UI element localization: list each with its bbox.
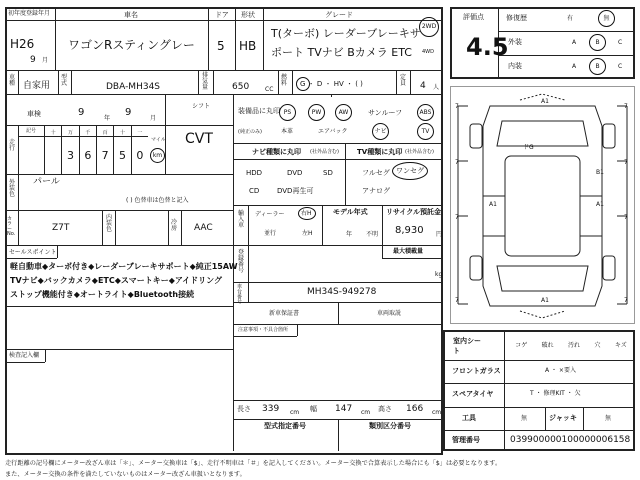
diagram-side-mark-2: 7 xyxy=(455,159,459,166)
navi-circle: ナビ xyxy=(372,123,389,140)
tools-value: 無 xyxy=(521,415,528,422)
usage-value: 自家用 xyxy=(23,81,51,91)
inspection-label: 車検 xyxy=(27,110,41,118)
km-circle: km xyxy=(150,148,165,163)
exterior-color-value: パール xyxy=(33,177,60,187)
navi-dvd-play: DVD再生可 xyxy=(277,187,314,195)
type-number-label: 型式指定番号 xyxy=(264,422,306,430)
abs-circle: ABS xyxy=(417,104,434,121)
height-value: 166 xyxy=(406,404,424,414)
mileage-digit-cell xyxy=(44,125,61,174)
model-label: 型式 xyxy=(61,74,68,87)
navi-cd: CD xyxy=(249,187,260,195)
management-number-value: 039900000100000006158 xyxy=(510,435,631,445)
interior-grade-label: 内装 xyxy=(508,62,522,70)
import-label: 輸入車 xyxy=(238,210,245,229)
interior-color-label: 内装色 xyxy=(106,214,113,233)
drive-4wd: 4WD xyxy=(422,49,434,55)
mileage-digit-cell xyxy=(79,125,96,174)
color-no-value: Z7T xyxy=(52,223,70,233)
mileage-digit-grid xyxy=(44,125,148,174)
management-number-label: 管理番号 xyxy=(452,436,480,444)
footer-note-2: また、メーター交換の条件を満たしていないものはメーター改ざん車扱いとなります。 xyxy=(5,471,246,478)
exterior-color-label: 外装色 xyxy=(9,179,16,198)
interior-grade-c: C xyxy=(618,63,623,70)
reg-number-label: 登録番号 xyxy=(238,249,245,274)
diagram-side-mark-3: 7 xyxy=(455,214,459,221)
inspector-label: 検査記入欄 xyxy=(9,352,40,359)
width-label: 幅 xyxy=(310,405,317,413)
equipment-sub-label: (純正のみ) xyxy=(238,129,262,135)
diagram-side-mark-4: 7 xyxy=(455,297,459,304)
navi-dvd: DVD xyxy=(287,169,303,177)
inspection-month-unit: 月 xyxy=(150,115,157,122)
model-year-year: 年 xyxy=(346,231,353,238)
recycle-label: リサイクル預託金 xyxy=(386,208,442,216)
seat-condition-items xyxy=(508,340,634,350)
shift-label: シフト xyxy=(192,103,211,110)
capacity-unit: 人 xyxy=(433,84,440,91)
mileage-unit-label: 千 xyxy=(85,130,91,136)
first-reg-year: H26 xyxy=(10,37,35,51)
diagram-marker-left-front: A1 xyxy=(489,201,497,208)
repair-history-no-circle: 無 xyxy=(598,10,615,27)
score-value: 4.5 xyxy=(466,33,509,61)
height-label: 高さ xyxy=(378,405,392,413)
recycle-yen: 円 xyxy=(436,231,443,238)
navi-type-header: ナビ種類に丸印 xyxy=(252,148,301,156)
mileage-unit-label: 万 xyxy=(67,130,73,136)
footer-note-1: 走行距離の記号欄にメーター改ざん車は「＊」、メーター交換車は「$」、走行不明車は「＃」を記入してください。メーター交換で合算表示した場合にも「$」は必要となります。 xyxy=(5,460,502,467)
mileage-digit: 6 xyxy=(84,149,92,162)
tv-circle: TV xyxy=(417,123,434,140)
mileage-record-label: 記号 xyxy=(26,128,37,134)
grade-line-2: ポート TVナビ Bカメラ ETC xyxy=(271,46,412,59)
navi-hdd: HDD xyxy=(246,169,263,177)
diagram-marker-rear: A1 xyxy=(541,297,549,304)
mileage-digit: 0 xyxy=(136,149,144,162)
jack-label: ジャッキ xyxy=(549,414,577,422)
class-number-label: 類別区分番号 xyxy=(369,422,411,430)
seat-condition-item: キズ xyxy=(614,342,627,349)
leather-label: 本革 xyxy=(281,128,294,135)
seat-label: 室内シート xyxy=(453,337,481,355)
mileage-unit-label: 十 xyxy=(50,130,56,136)
cooler-label: 冷房 xyxy=(171,219,178,232)
jack-value: 無 xyxy=(605,415,612,422)
diagram-side-mark-5: 7 xyxy=(624,103,628,110)
sunroof-label: サンルーフ xyxy=(368,109,403,117)
import-parallel: 並行 xyxy=(264,230,277,237)
mileage-digit: 5 xyxy=(118,149,126,162)
tv-type-header-sub: (社外品含む) xyxy=(405,149,434,155)
color-change-note: ( ) 色替車は色替と記入 xyxy=(126,197,189,204)
max-load-label: 最大積載量 xyxy=(393,248,424,255)
tv-oneseg: ワンセグ xyxy=(396,167,424,175)
displacement-label: 排気量 xyxy=(202,72,209,91)
ps-circle: PS xyxy=(279,104,296,121)
length-unit: cm xyxy=(290,409,300,416)
exterior-grade-a: A xyxy=(572,39,577,46)
inspection-month: 9 xyxy=(125,107,132,118)
mileage-label: 走行 xyxy=(9,139,16,152)
sales-point-line-1: 軽自動車◆ターボ付き◆レーダーブレーキサポート◆純正15AW xyxy=(10,262,238,271)
car-name: ワゴンRスティングレー xyxy=(68,38,195,52)
mileage-digit: 7 xyxy=(101,149,109,162)
door-label: ドア xyxy=(215,11,229,19)
equipment-label: 装備品に丸印 xyxy=(238,107,280,115)
chassis-label: 車台番号 xyxy=(237,284,243,305)
inspection-year: 9 xyxy=(78,107,85,118)
diagram-marker-roof: ドG xyxy=(523,144,534,151)
length-value: 339 xyxy=(262,404,280,414)
windshield-value: A ・ ×要入 xyxy=(545,367,576,374)
width-unit: cm xyxy=(361,409,371,416)
diagram-marker-right-rear: A1 xyxy=(596,201,604,208)
import-right-h: 右H xyxy=(301,210,312,217)
color-no-label: カラーNo. xyxy=(7,216,16,237)
drive-2wd-circle: 2WD xyxy=(419,17,439,37)
mileage-unit-label: 十 xyxy=(119,130,125,136)
vehicle-type-label: 車種 xyxy=(9,74,16,87)
mileage-digit-cell xyxy=(131,125,148,174)
width-value: 147 xyxy=(335,404,353,414)
displacement-value: 650 xyxy=(232,82,250,92)
first-reg-label: 初年度登録年月 xyxy=(8,10,51,17)
diagram-marker-right: B1 xyxy=(596,169,604,176)
diagram-side-mark-7: 7 xyxy=(624,214,628,221)
shape-label: 形状 xyxy=(241,11,255,19)
diagram-side-mark-8: 7 xyxy=(624,297,628,304)
length-label: 長さ xyxy=(237,405,251,413)
windshield-label: フロントガラス xyxy=(452,367,501,375)
door-count: 5 xyxy=(217,39,225,53)
tv-fullseg: フルセグ xyxy=(362,169,390,177)
max-load-unit: kg xyxy=(435,271,443,278)
tv-type-header: TV種類に丸印 xyxy=(357,148,403,156)
first-reg-month-unit: 月 xyxy=(42,57,49,64)
fuel-label: 燃料 xyxy=(281,74,288,87)
recycle-value: 8,930 xyxy=(395,225,424,236)
diagram-marker-front: A1 xyxy=(541,98,549,105)
score-label: 評価点 xyxy=(463,13,484,21)
seat-condition-item: 穴 xyxy=(594,342,601,349)
shape-value: HB xyxy=(239,39,257,53)
model-year-label: モデル年式 xyxy=(333,208,368,216)
first-reg-month: 9 xyxy=(30,55,36,65)
grade-line-1: T(ターボ) レーダーブレーキサ xyxy=(271,27,421,40)
aw-circle: AW xyxy=(335,104,352,121)
interior-grade-b-circle: B xyxy=(589,58,606,75)
capacity-value: 4 xyxy=(420,81,426,91)
displacement-unit: CC xyxy=(265,86,274,93)
spare-tire-value: T ・ 修理KIT ・ 欠 xyxy=(530,390,581,397)
inspection-year-unit: 年 xyxy=(104,115,111,122)
navi-type-header-sub: (社外品含む) xyxy=(310,149,339,155)
mileage-digit: 3 xyxy=(66,149,74,162)
interior-grade-a: A xyxy=(572,63,577,70)
exterior-grade-label: 外装 xyxy=(508,38,522,46)
mileage-digit-cell xyxy=(96,125,113,174)
fuel-options: G ・ D ・ HV ・ ( ) xyxy=(300,80,363,88)
capacity-label: 定員 xyxy=(400,74,407,87)
chassis-value: MH34S-949278 xyxy=(307,287,377,297)
sales-points-label: セールスポイント xyxy=(9,249,57,256)
car-name-label: 車名 xyxy=(124,11,138,19)
height-unit: cm xyxy=(432,409,442,416)
exterior-grade-c: C xyxy=(618,39,623,46)
shift-value: CVT xyxy=(185,131,213,147)
seat-condition-item: コゲ xyxy=(515,342,528,349)
mileage-unit-label: 一 xyxy=(137,130,143,136)
navi-sd: SD xyxy=(323,169,333,177)
exterior-grade-b-circle: B xyxy=(589,34,606,51)
model-value: DBA-MH34S xyxy=(106,82,161,92)
import-left-h: 左H xyxy=(302,230,313,237)
airbag-label: エアバック xyxy=(318,128,348,135)
mileage-digit-cell xyxy=(61,125,78,174)
car-diagram xyxy=(450,86,635,324)
diagram-side-mark-6: 7 xyxy=(624,159,628,166)
mileage-digit-cell xyxy=(113,125,130,174)
cooler-value: AAC xyxy=(194,223,213,233)
repair-history-yes: 有 xyxy=(567,15,574,22)
seat-condition-item: 汚れ xyxy=(568,342,581,349)
import-dealer: ディーラー xyxy=(255,211,285,218)
tv-analog: アナログ xyxy=(362,187,390,195)
spare-tire-label: スペアタイヤ xyxy=(452,390,494,398)
model-year-unknown: 不明 xyxy=(366,231,379,238)
sales-point-line-3: ストップ機能付き◆オートライト◆Bluetooth接続 xyxy=(10,290,195,299)
manual-label: 車両取説 xyxy=(377,310,402,317)
diagram-side-mark-1: 7 xyxy=(455,103,459,110)
sales-point-line-2: TVナビ◆バックカメラ◆ETC◆スマートキー◆アイドリング xyxy=(10,276,223,285)
repair-history-label: 修復歴 xyxy=(506,14,527,22)
warranty-label: 新車保証書 xyxy=(269,310,300,317)
tools-label: 工具 xyxy=(462,414,476,422)
mileage-unit-label: 百 xyxy=(102,130,108,136)
notes-label: 注意事項・不具合箇所 xyxy=(238,327,289,333)
pw-circle: PW xyxy=(308,104,325,121)
seat-condition-item: 破れ xyxy=(541,342,554,349)
grade-label: グレード xyxy=(325,11,353,19)
mile-label: マイル xyxy=(151,137,166,143)
